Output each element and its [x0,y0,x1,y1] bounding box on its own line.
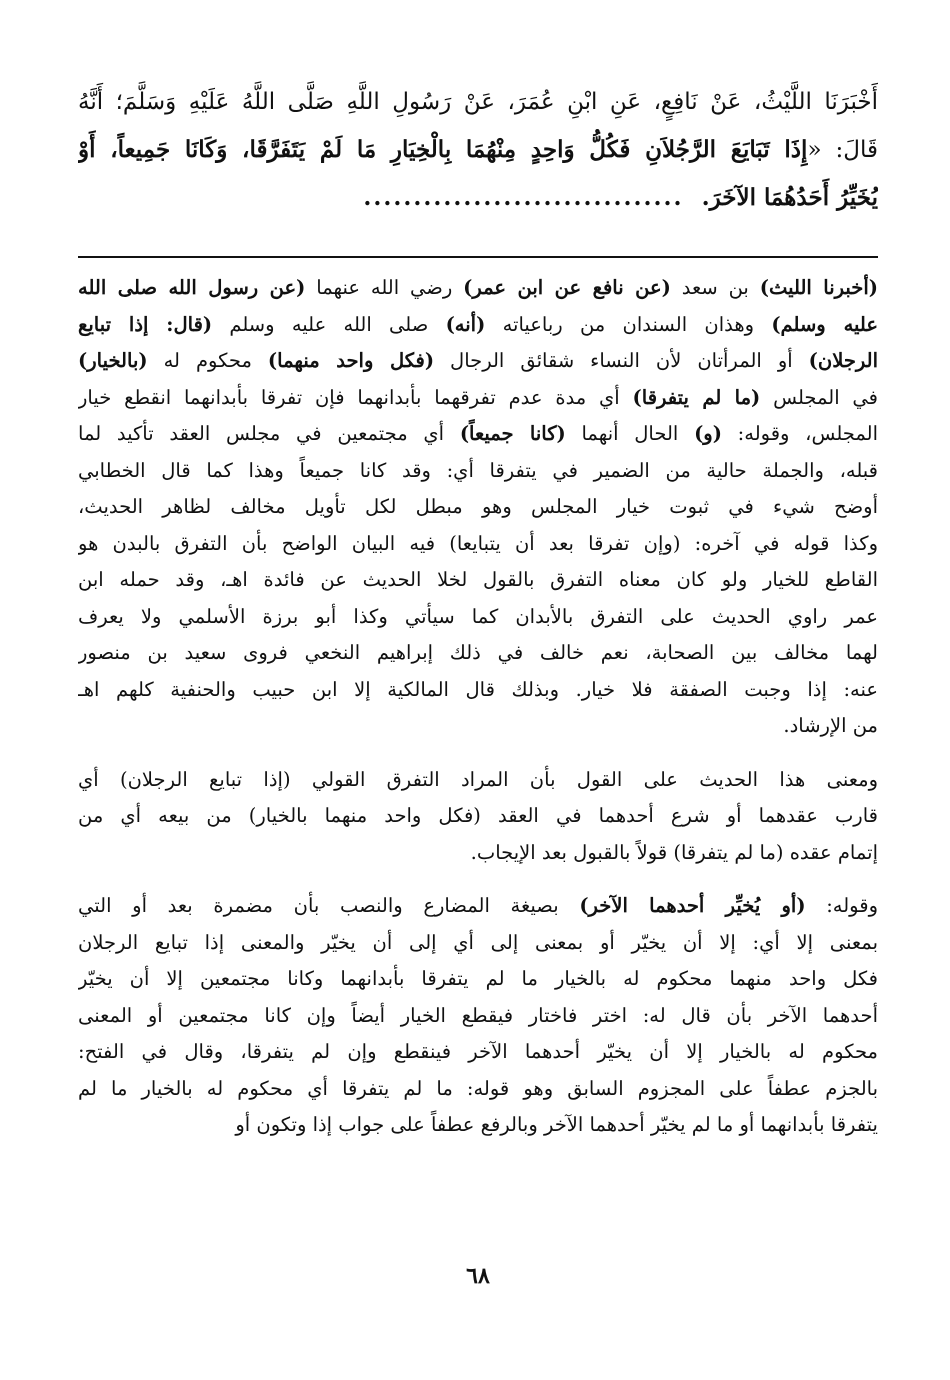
commentary-bold-text: الرجلان) [808,349,878,372]
commentary-text: يتفرقا بأبدانهما أو ما لم يخيّر أحدهما الآخر وبالرفع عطفاً على جواب إذا وتكون أو [235,1113,878,1136]
commentary-line [78,453,878,490]
commentary-line [78,562,878,599]
commentary-line [78,925,878,962]
hadith-line: أَخْبَرَنَا اللَّيْثُ، عَنْ نَافِعٍ، عَنِ ابْنِ عُمَرَ، عَنْ رَسُولِ اللَّهِ صَلَّى اللَّهُ عَلَيْهِ وَسَلَّمَ؛ أَنَّهُ [78,89,878,115]
commentary-line [78,835,878,872]
commentary-line [78,672,878,709]
commentary-line [78,307,878,344]
commentary-line [78,1034,878,1071]
commentary-text: في المجلس [760,385,878,409]
commentary-text: عمر راوي الحديث على التفرق بالأبدان كما سيأتي وكذا أبو برزة الأسلمي ولا يعرف [78,604,878,628]
commentary-text: قارب عقدهما أو شرع أحدهما في العقد (فكل واحد منهما بالخيار) من بيعه أي من [78,804,878,827]
commentary-text: الحال أنهما [565,422,695,445]
commentary-text: بن سعد [670,276,760,299]
page-number: ٦٨ [466,1263,490,1289]
commentary-text: وهذان السندان من رباعياته [485,312,772,336]
hadith-line [78,174,878,222]
commentary-line [78,798,878,835]
commentary-text: وقوله: [805,894,878,917]
commentary-line [78,635,878,672]
commentary-text: المجلس، وقوله: [721,422,878,445]
commentary-text: بمعنى إلا أي: إلا أن يخيّر أو بمعنى إلى أي إلى أن يخيّر والمعنى إذا تبايع الرجلان [78,930,878,954]
commentary-line [78,416,878,453]
commentary-bold-text: (عن نافع عن ابن عمر) [463,276,671,299]
commentary-line [78,599,878,636]
commentary-text: أو المرأتان لأن النساء شقائق الرجال [434,349,809,372]
commentary-line [78,1107,878,1144]
commentary-line [78,708,878,745]
commentary-text: بصيغة المضارع والنصب بأن مضمرة بعد أو التي [78,894,580,917]
commentary-text: محكوم له بالخيار إلا أن يخيّر أحدهما الآخر فينقطع وإن لم يتفرقا، وقال في الفتح: [78,1040,878,1063]
commentary-text: قبله، والجملة حالية من الضمير في يتفرقا أي: وقد كانا جميعاً وهذا كما قال الخطابي [78,458,878,482]
commentary-text: من الإرشاد. [783,714,878,737]
commentary-line [78,489,878,526]
commentary-bold-text: (أو يُخيِّر أحدهما الآخر) [579,894,806,917]
commentary-bold-text: (كانا جميعاً) [459,422,566,445]
commentary-text: عنه: إذا وجبت الصفقة فلا خيار. وبذلك قال المالكية إلا ابن حبيب والحنفية كلهم اهـ [78,677,878,701]
hadith-bold-text: إِذَا تَبَايَعَ الرَّجُلاَنِ فَكُلُّ وَاحِدٍ مِنْهُمَا بِالْخِيَارِ مَا لَمْ يَتَفَرَّقَا، وَكَانَا جَمِيعاً، أَوْ [78,136,808,163]
commentary-bold-text: (فكل واحد منهما) [267,349,435,372]
commentary-text: ومعنى هذا الحديث على القول بأن المراد التفرق القولي (إذا تبايع الرجلان) أي [78,767,878,791]
paragraph-gap [78,745,878,762]
commentary-line [78,1071,878,1108]
commentary-line [78,888,878,925]
commentary-bold-text: (أنه) [445,312,486,336]
commentary-line [78,762,878,799]
commentary-bold-text: (بالخيار) [78,349,148,372]
commentary-text: رضي الله عنهما [305,276,464,299]
commentary-line [78,526,878,563]
commentary-bold-text: (ما لم يتفرقا) [632,385,761,409]
hadith-line [78,126,878,174]
commentary-line [78,343,878,380]
commentary [78,270,878,1144]
commentary-line [78,380,878,417]
commentary-text: القاطع للخيار ولو كان معناه التفرق بالقول لخلا الحديث عن فائدة اهـ، وقد حمله ابن [78,568,878,591]
commentary-text: وكذا قوله في آخره: (وإن تفرقا بعد أن يتبايعا) فيه البيان الواضح بأن التفرق بالبدن هو [78,531,878,555]
paragraph-gap [78,871,878,888]
commentary-text: فكل واحد منهما محكوم له بالخيار ما لم يتفرقا بأبدانهما وكانا مجتمعين إلا أن يخيّر [78,967,878,990]
commentary-text: إتمام عقده (ما لم يتفرقا) قولاً بالقبول بعد الإيجاب. [470,840,878,864]
separator-rule [78,256,878,258]
commentary-line [78,961,878,998]
commentary-text: صلى الله عليه وسلم [212,312,446,336]
commentary-line [78,998,878,1035]
commentary-bold-text: (عن رسول الله صلى الله [78,276,306,299]
commentary-bold-text: (أخبرنا الليث) [759,276,878,299]
commentary-text: محكوم له [147,349,268,372]
hadith-bold-text: يُخَيِّرُ أَحَدُهُمَا الآخَرَ. [701,184,878,211]
book-page [78,78,878,1358]
commentary-text: أحدهما الآخر بأن قال له: اختر فاختار فيقطع الخيار أيضاً وإن كانا مجتمعين أو المعنى [78,1003,878,1027]
commentary-line [78,270,878,307]
hadith-intro: قَالَ: « [807,137,878,163]
commentary-text: أي مجتمعين في مجلس العقد تأكيد لما [78,422,460,445]
hadith-text [78,78,878,222]
dotted-leader: ................................ [363,184,684,211]
commentary-bold-text: عليه وسلم) [771,312,878,336]
commentary-text: أوضح شيء في ثبوت خيار المجلس وهو مبطل لكل تأويل مخالف لظاهر الحديث، [78,495,878,518]
commentary-text: أي مدة عدم تفرقهما بأبدانهما فإن تفرقا بأبدانهما انقطع خيار [78,385,633,409]
commentary-text: بالجزم عطفاً على المجزوم السابق وهو قوله: ما لم يتفرقا أي محكوم له بالخيار ما لم [78,1076,878,1100]
commentary-text: لهما مخالف بين الصحابة، نعم خالف في ذلك إبراهيم النخعي فروى سعيد بن منصور [78,641,878,664]
commentary-bold-text: (و) [694,422,722,445]
commentary-bold-text: (قال: إذا تبايع [78,312,213,336]
